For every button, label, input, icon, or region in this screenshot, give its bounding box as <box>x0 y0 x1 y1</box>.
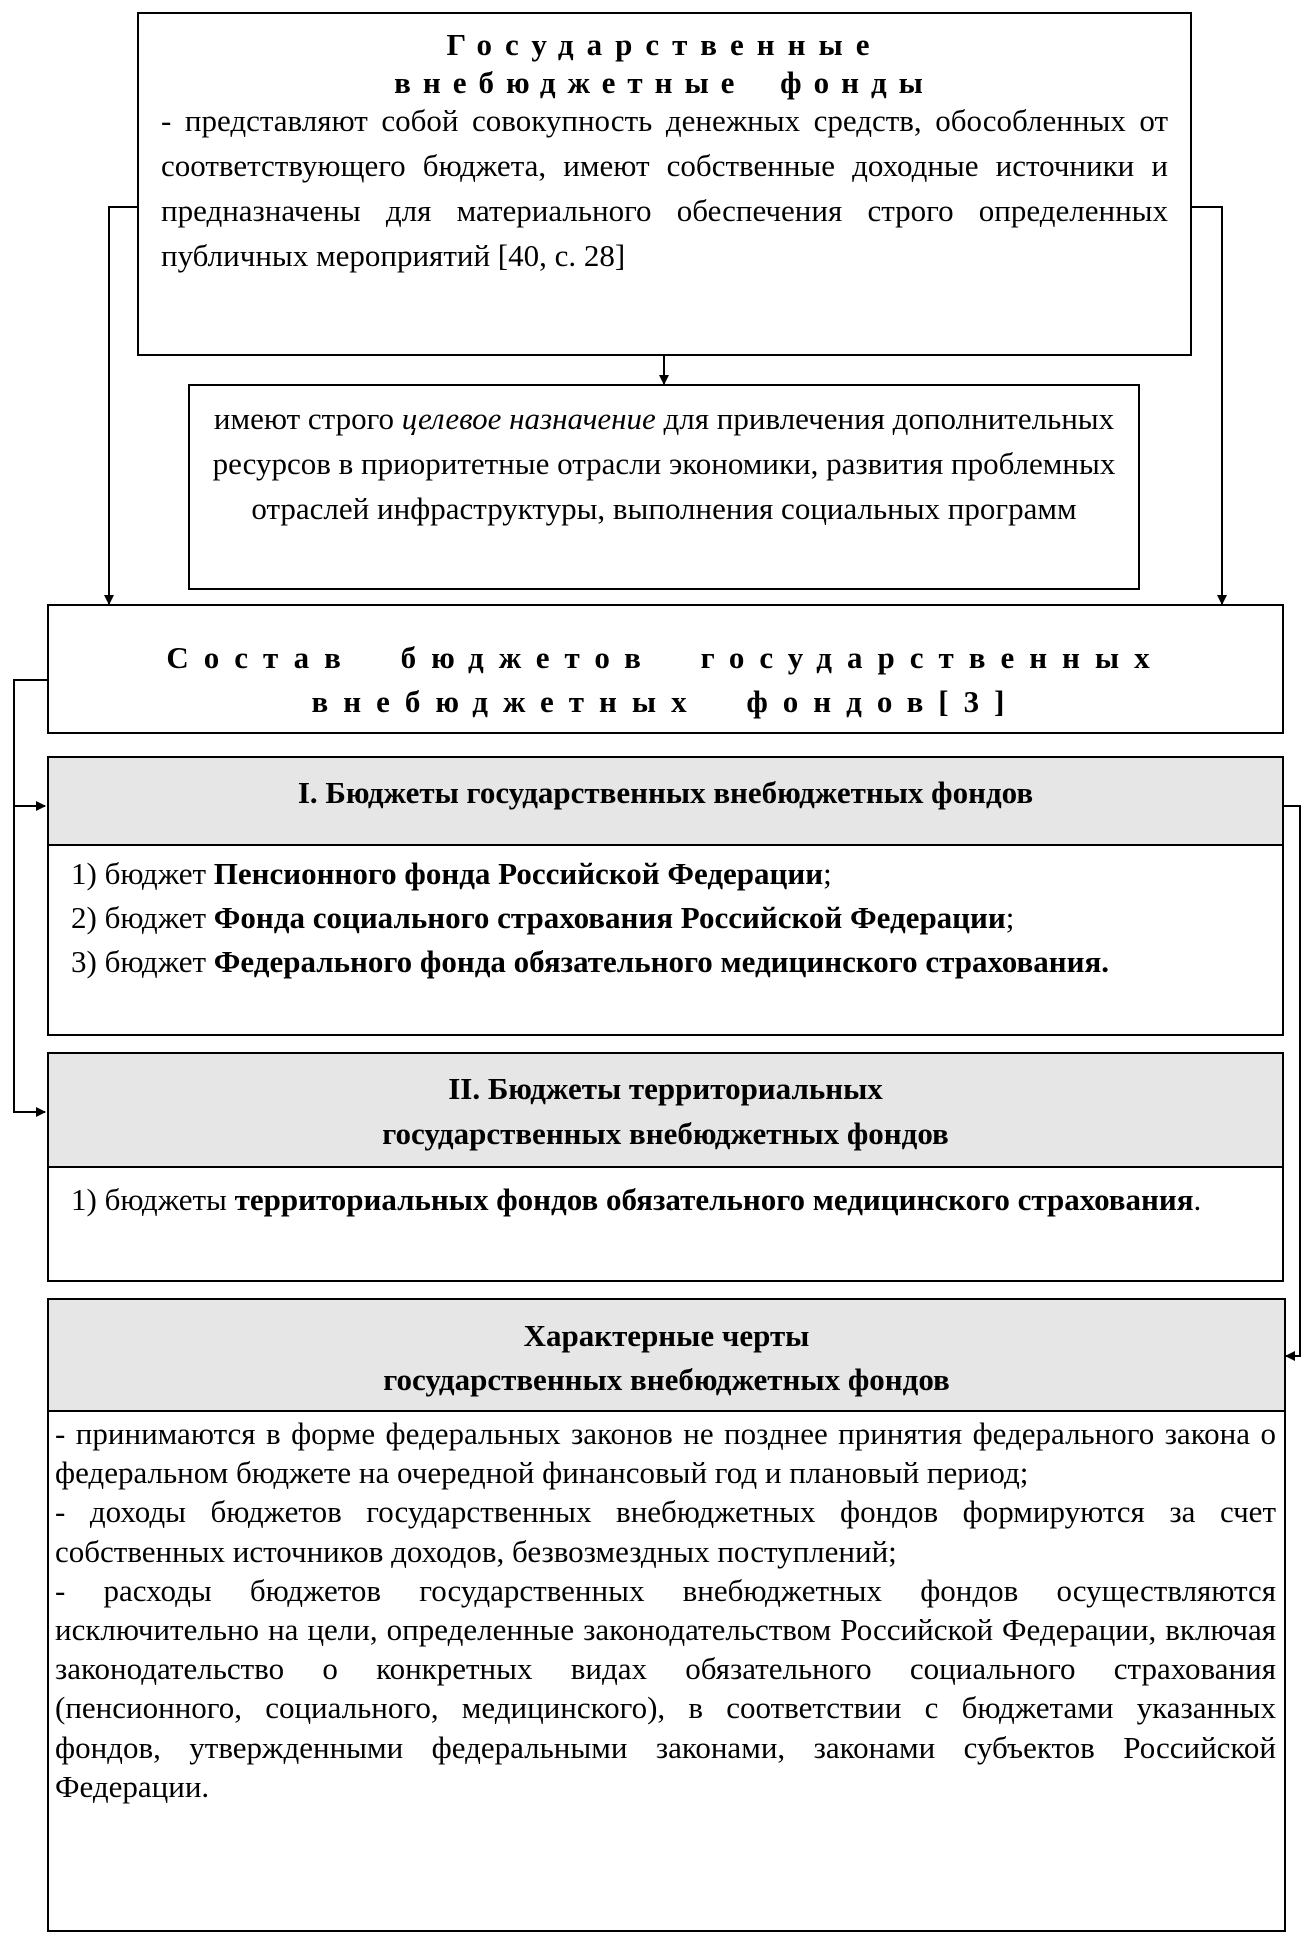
section2-title-line2: государственных внебюджетных фондов <box>382 1116 949 1151</box>
section2-item-1-suffix: . <box>1193 1182 1202 1217</box>
section2-title-line1: II. Бюджеты территориальных <box>448 1071 883 1106</box>
section2-header <box>47 1052 1284 1168</box>
features-item-3: - расходы бюджетов государственных внебюджетных фондов осуществляются исключительно на цели, определенные законодательством Российской Федерации, включая законодательство о конкретных видах обязательного социального страхования (пенсионного, социального, медицинского), в соответствии с бюджетами указанных фондов, утвержденными федеральными законами, законами субъектов Российской Федерации. <box>55 1572 1276 1804</box>
section2-body <box>47 1166 1284 1282</box>
features-title-line1: Характерные черты <box>523 1318 810 1353</box>
purpose-text-italic: целевое назначение <box>401 401 656 436</box>
composition-box <box>47 604 1284 734</box>
main-definition-text: - представляют собой совокупность денежных средств, обособленных от соответствующего бюджета, имеют собственные доходные источники и предназначены для материального обеспечения строго определенных публичных мероприятий [40, с. 28] <box>161 103 1168 273</box>
main-title-line2: внебюджетные фонды <box>394 65 935 100</box>
main-definition-box <box>137 12 1192 356</box>
purpose-text-before: имеют строго <box>213 401 402 436</box>
section1-title: I. Бюджеты государственных внебюджетных фондов <box>297 775 1034 810</box>
purpose-box <box>188 384 1140 590</box>
section1-item-1: 1) бюджет Пенсионного фонда Российской Федерации; <box>71 856 832 891</box>
arrow-main-right-to-composition <box>1192 207 1222 604</box>
features-item-1: - принимаются в форме федеральных законов не позднее принятия федерального закона о федеральном бюджете на очередной финансовый год и плановый период; <box>55 1416 1276 1491</box>
arrow-composition-to-section1 <box>14 680 47 806</box>
section1-item-2: 2) бюджет Фонда социального страхования Российской Федерации; <box>71 900 1015 935</box>
purpose-text-after: для привлечения дополнительных ресурсов в приоритетные отрасли экономики, развития проблемных отраслей инфраструктуры, выполнения социальных программ <box>212 401 1116 526</box>
section1-item-3: 3) бюджет Федерального фонда обязательного медицинского страхования. <box>71 944 1109 979</box>
features-header <box>47 1298 1286 1412</box>
composition-title-line1: Состав бюджетов государственных <box>166 640 1165 675</box>
features-title-line2: государственных внебюджетных фондов <box>383 1362 950 1397</box>
section2-item-1-bold: территориальных фондов обязательного медицинского страхования <box>234 1182 1194 1217</box>
main-title-line1: Государственные <box>446 27 883 62</box>
composition-title-line2: внебюджетных фондов[3] <box>311 684 1020 719</box>
arrow-section1-to-features <box>1284 806 1300 1356</box>
section2-item-1-prefix: 1) бюджеты <box>71 1182 235 1217</box>
section1-header <box>47 756 1284 846</box>
section1-body <box>47 844 1284 1036</box>
arrow-main-left-to-composition <box>109 207 137 604</box>
features-body <box>47 1410 1286 1932</box>
arrow-composition-to-section2 <box>14 806 45 1112</box>
features-item-2: - доходы бюджетов государственных внебюджетных фондов формируются за счет собственных источников доходов, безвозмездных поступлений; <box>55 1494 1276 1569</box>
